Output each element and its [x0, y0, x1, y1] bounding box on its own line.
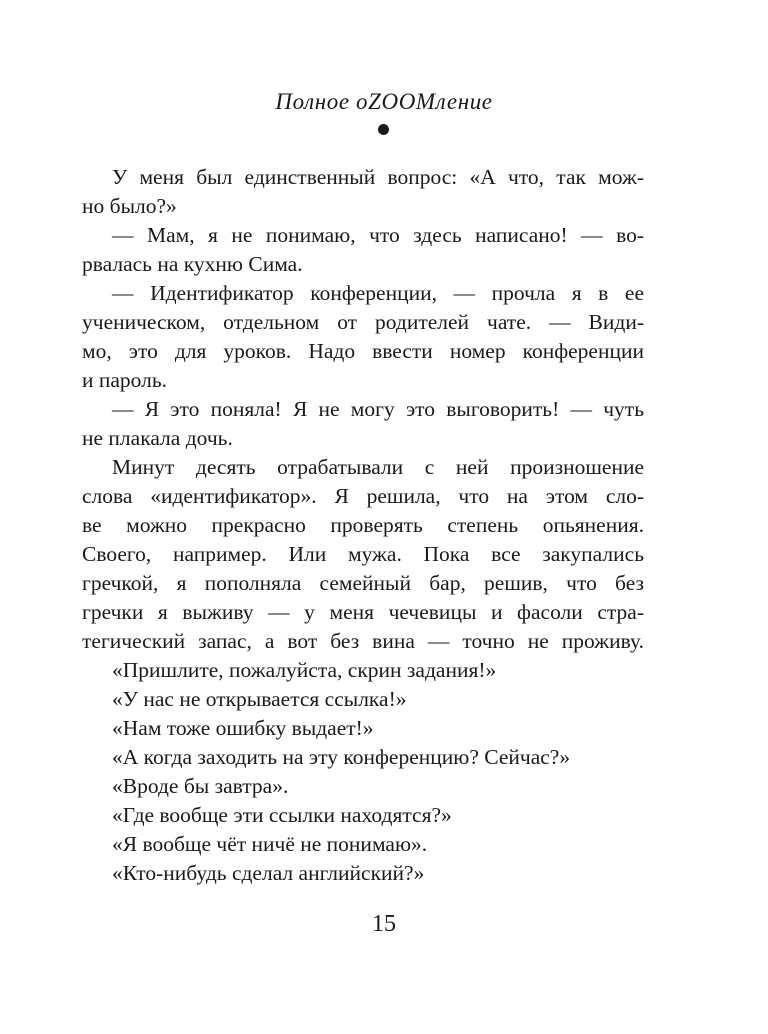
text-line: но было?»: [82, 194, 177, 218]
running-head: Полное oZOOMление: [275, 89, 493, 114]
text-line: «Я вообще чёт ничё не понимаю».: [112, 832, 428, 856]
body-text: [82, 163, 644, 888]
text-line: и пароль.: [82, 368, 168, 392]
text-line: мо, это для уроков. Надо ввести номер конференции: [82, 339, 644, 363]
text-line: Своего, например. Или мужа. Пока все закупались: [82, 542, 644, 566]
text-line: «А когда заходить на эту конференцию? Сейчас?»: [112, 745, 571, 769]
text-line: «Кто-нибудь сделал английский?»: [112, 861, 425, 885]
text-line: ученическом, отдельном от родителей чате. — Види-: [82, 310, 644, 334]
text-line: — Идентификатор конференции, — прочла я в ее: [112, 281, 644, 305]
text-line: «Где вообще эти ссылки находятся?»: [112, 803, 452, 827]
page-number: 15: [372, 911, 396, 937]
text-line: гречки я выживу — у меня чечевицы и фасоли стра-: [82, 600, 644, 624]
text-line: рвалась на кухню Сима.: [82, 252, 303, 276]
ornament-dot: [378, 124, 389, 135]
text-line: «Вроде бы завтра».: [112, 774, 289, 798]
text-line: «Пришлите, пожалуйста, скрин задания!»: [112, 658, 497, 682]
text-line: гречкой, я пополняла семейный бар, решив, что без: [82, 571, 644, 595]
text-line: «Нам тоже ошибку выдает!»: [112, 716, 374, 740]
text-line: У меня был единственный вопрос: «А что, так мож-: [112, 165, 644, 189]
text-line: не плакала дочь.: [82, 426, 233, 450]
text-line: слова «идентификатор». Я решила, что на этом сло-: [82, 484, 644, 508]
text-line: — Я это поняла! Я не могу это выговорить! — чуть: [112, 397, 644, 421]
text-line: Минут десять отрабатывали с ней произношение: [112, 455, 644, 479]
text-line: тегический запас, а вот без вина — точно не проживу.: [82, 629, 644, 653]
text-line: «У нас не открывается ссылка!»: [112, 687, 407, 711]
text-line: — Мам, я не понимаю, что здесь написано! — во-: [112, 223, 644, 247]
text-line: ве можно прекрасно проверять степень опьянения.: [82, 513, 644, 537]
